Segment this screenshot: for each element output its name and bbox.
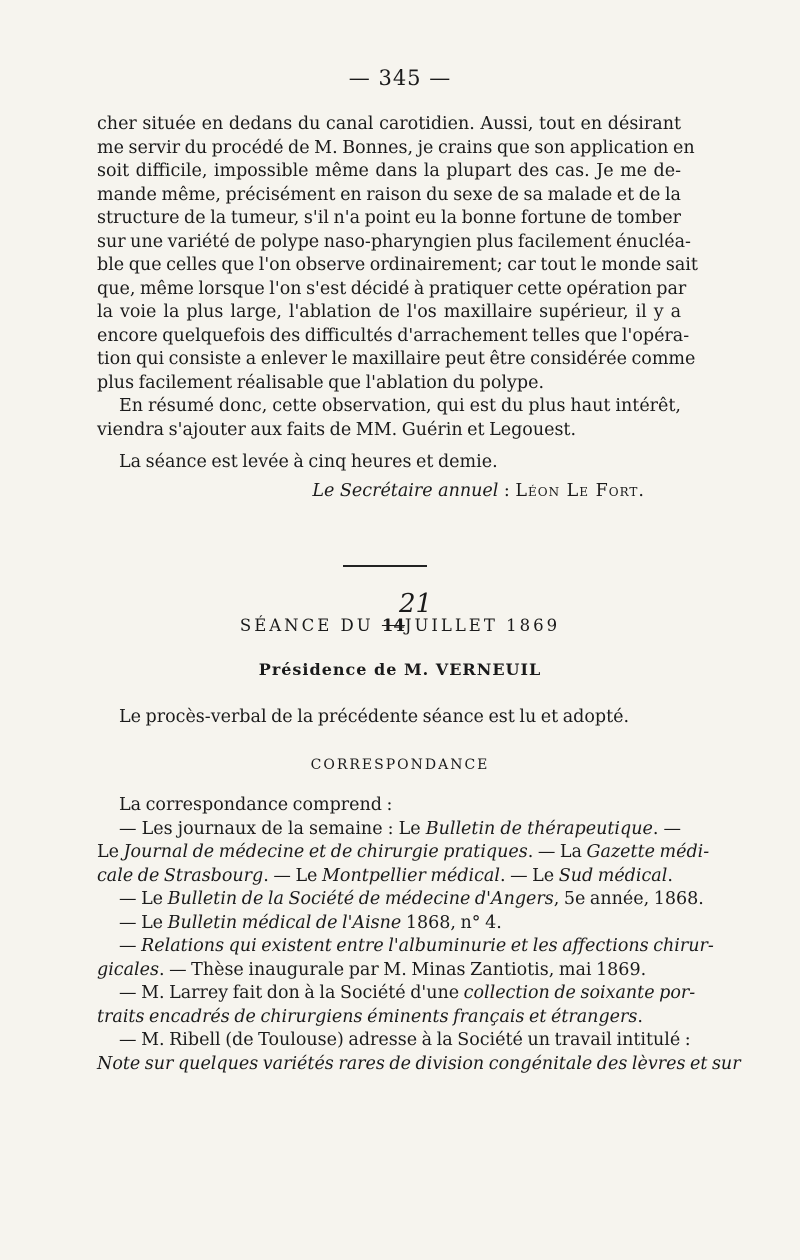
signature [97,479,681,503]
correspondance-intro: La correspondance comprend : [119,795,393,815]
text-line: viendra s'ajouter aux faits de MM. Guérin et Legouest. [97,419,577,440]
discussion-text [97,113,698,503]
proces-verbal-line: Le procès-verbal de la précédente séance est lu et adopté. [119,707,630,727]
corr-line: gicales. — Thèse inaugurale par M. Minas Zantiotis, mai 1869. [97,959,647,980]
session-heading [0,589,800,635]
handwritten-day-correction: 21 [399,589,433,619]
struck-day: 14 [381,616,405,635]
text-line: tion qui consiste a enlever le maxillaire peut être considérée comme [97,349,696,369]
presidence-heading: Présidence de M. VERNEUIL [258,660,542,679]
correspondance-heading: CORRESPONDANCE [310,757,490,773]
corr-line: — Le Bulletin de la Société de médecine d'Angers, 5e année, 1868. [119,889,704,909]
text-line: structure de la tumeur, s'il n'a point eu la bonne fortune de tomber [97,208,681,228]
correspondance-list [97,794,741,1076]
text-line: la voie la plus large, l'ablation de l'os maxillaire supérieur, il y a [97,302,681,322]
signature-name: Léon Le Fort. [515,480,645,501]
paragraph-1 [97,113,698,395]
text-line: mande même, précisément en raison du sexe de sa malade et de la [97,184,681,205]
signature-separator: : [498,480,516,501]
text-line: me servir du procédé de M. Bonnes, je crains que son application en [97,137,695,158]
page-number: — 345 — [348,66,452,90]
section-divider [343,565,427,567]
corr-line: Le Journal de médecine et de chirurgie pratiques. — La Gazette médi- [97,842,710,862]
text-line: encore quelquefois des difficultés d'arrachement telles que l'opéra- [97,325,690,346]
text-line: cher située en dedans du canal carotidien. Aussi, tout en désirant [97,114,681,134]
signature-role: Le Secrétaire annuel [312,480,499,501]
corr-line: — Le Bulletin médical de l'Aisne 1868, n° 4. [119,912,502,933]
session-prefix: SÉANCE DU [239,616,382,635]
session-date: JUILLET 1869 [404,616,561,635]
corr-line: — M. Larrey fait don à la Société d'une collection de soixante por- [119,983,696,1003]
text-line: ble que celles que l'on observe ordinairement; car tout le monde sait [97,255,698,275]
paragraph-2 [97,395,681,442]
text-line: sur une variété de polype naso-pharyngien plus facilement énucléa- [97,231,691,252]
closing-line: La séance est levée à cinq heures et demie. [119,452,498,472]
text-line: En résumé donc, cette observation, qui est du plus haut intérêt, [119,396,681,416]
corr-line: traits encadrés de chirurgiens éminents français et étrangers. [97,1006,643,1027]
corr-line: — Relations qui existent entre l'albuminurie et les affections chirur- [119,936,714,956]
corr-line: Note sur quelques variétés rares de division congénitale des lèvres et sur [97,1053,741,1074]
text-line: que, même lorsque l'on s'est décidé à pratiquer cette opération par [97,278,687,299]
corr-line: — Les journaux de la semaine : Le Bulletin de thérapeutique. — [119,818,681,839]
text-line: plus facilement réalisable que l'ablation du polype. [97,372,545,393]
corr-line: — M. Ribell (de Toulouse) adresse à la Société un travail intitulé : [119,1030,691,1050]
text-line: soit difficile, impossible même dans la plupart des cas. Je me de- [97,161,681,181]
corr-line: cale de Strasbourg. — Le Montpellier médical. — Le Sud médical. [97,865,673,886]
proces-verbal [97,706,681,730]
